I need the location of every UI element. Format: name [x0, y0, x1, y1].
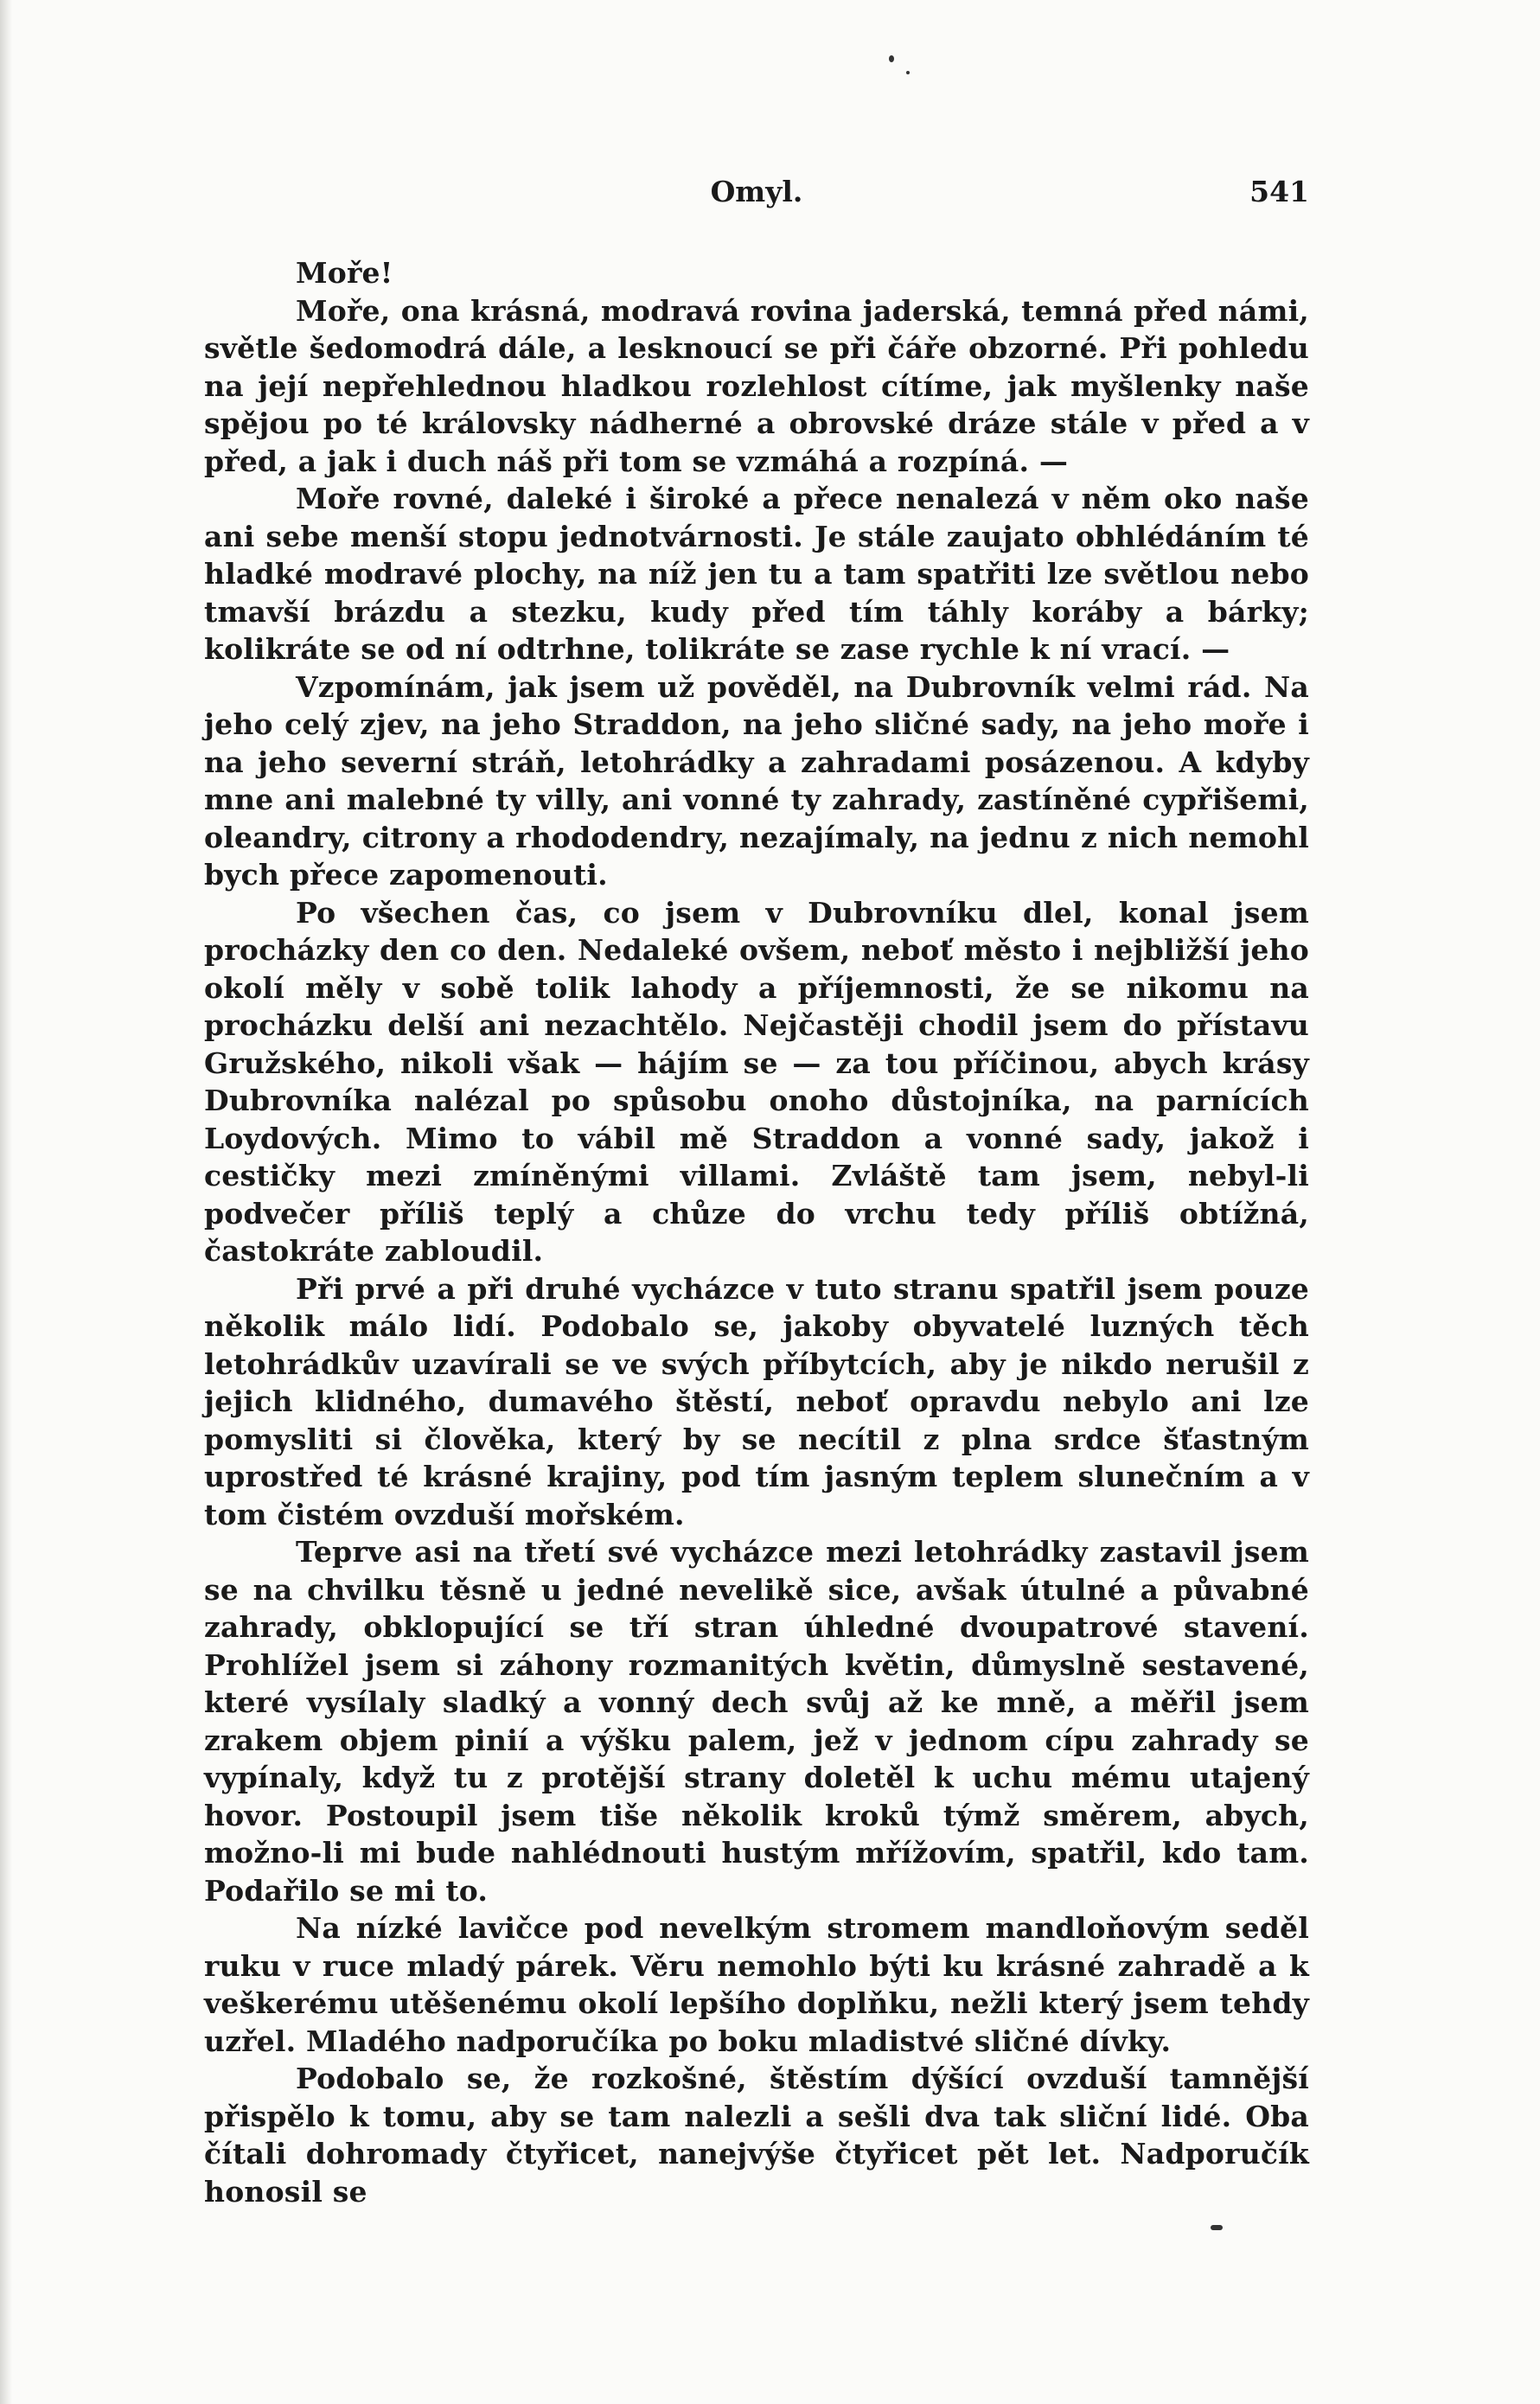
page-edge-shadow — [0, 0, 12, 2404]
page-number: 541 — [1249, 175, 1309, 208]
paragraph-1: Moře! — [296, 256, 393, 290]
paragraph-7: Teprve asi na třetí své vycházce mezi letohrádky zastavil jsem se na chvilku těsně u jedné nevelikě sice, avšak útulné a půvabné zahrady, obklopující se tří stran úhledné dvoupatrové stavení. Prohlížel jsem si záhony rozmanitých květin, důmyslně sestavené, které vysílaly sladký a vonný dech svůj až ke mně, a měřil jsem zrakem objem pinií a výšku palem, jež v jednom cípu zahrady se vypínaly, když tu z protější strany doletěl k uchu mému utajený hovor. Postoupil jsem tiše několik kroků týmž směrem, abych, možno-li mi bude nahlédnouti hustým mřížovím, spatřil, kdo tam. Podařilo se mi to. — [204, 1535, 1309, 1908]
chapter-title: Omyl. — [710, 175, 803, 208]
print-speck — [1211, 2225, 1223, 2230]
paragraph-5: Po všechen čas, co jsem v Dubrovníku dlel, konal jsem procházky den co den. Nedaleké ovšem, neboť město i nejbližší jeho okolí měly v sobě tolik lahody a příjemnosti, že se nikomu na procházku delší ani nezachtělo. Nejčastěji chodil jsem do přístavu Gružského, nikoli však — hájím se — za tou příčinou, abych krásy Dubrovníka nalézal po spůsobu onoho důstojníka, na parnících Loydových. Mimo to vábil mě Straddon a vonné sady, jakož i cestičky mezi zmíněnými villami. Zvláště tam jsem, nebyl-li podvečer příliš teplý a chůze do vrchu tedy příliš obtížná, častokráte zabloudil. — [204, 895, 1309, 1268]
paragraph-9: Podobalo se, že rozkošné, štěstím dýšící ovzduší tamnější přispělo k tomu, aby se tam nalezli a sešli dva tak sliční lidé. Oba čítali dohromady čtyřicet, nanejvýše čtyřicet pět let. Nadporučík honosil se — [204, 2062, 1309, 2209]
paragraph-3: Moře rovné, daleké i široké a přece nenalezá v něm oko naše ani sebe menší stopu jednotvárnosti. Je stále zaujato obhlédáním té hladké modravé plochy, na níž jen tu a tam spatřiti lze světlou nebo tmavší brázdu a stezku, kudy před tím táhly koráby a bárky; kolikráte se od ní odtrhne, tolikráte se zase rychle k ní vrací. — — [204, 482, 1309, 666]
paragraph-6: Při prvé a při druhé vycházce v tuto stranu spatřil jsem pouze několik málo lidí. Podobalo se, jakoby obyvatelé luzných těch letohrádkův uzavírali se ve svých příbytcích, aby je nikdo nerušil z jejich klidného, dumavého štěstí, neboť opravdu nebylo ani lze pomysliti si člověka, který by se necítil z plna srdce šťastným uprostřed té krásné krajiny, pod tím jasným teplem slunečním a v tom čistém ovzduší mořském. — [204, 1271, 1309, 1531]
print-speck — [906, 71, 910, 74]
page-text — [204, 173, 1309, 2210]
print-speck — [889, 55, 894, 62]
paragraph-8: Na nízké lavičce pod nevelkým stromem mandloňovým seděl ruku v ruce mladý párek. Věru nemohlo býti ku krásné zahradě a k veškerému utěšenému okolí lepšího doplňku, nežli který jsem tehdy uzřel. Mladého nadporučíka po boku mladistvé sličné dívky. — [204, 1911, 1309, 2058]
running-head — [204, 173, 1309, 221]
paragraph-2: Moře, ona krásná, modravá rovina jaderská, temná před námi, světle šedomodrá dále, a lesknoucí se při čáře obzorné. Při pohledu na její nepřehlednou hladkou rozlehlost cítíme, jak myšlenky naše spějou po té královsky nádherné a obrovské dráze stále v před a v před, a jak i duch náš při tom se vzmáhá a rozpíná. — — [204, 293, 1309, 478]
paragraph-4: Vzpomínám, jak jsem už pověděl, na Dubrovník velmi rád. Na jeho celý zjev, na jeho Straddon, na jeho sličné sady, na jeho moře i na jeho severní stráň, letohrádky a zahradami posázenou. A kdyby mne ani malebné ty villy, ani vonné ty zahrady, zastíněné cypřišemi, oleandry, citrony a rhododendry, nezajímaly, na jednu z nich nemohl bych přece zapomenouti. — [204, 669, 1309, 892]
